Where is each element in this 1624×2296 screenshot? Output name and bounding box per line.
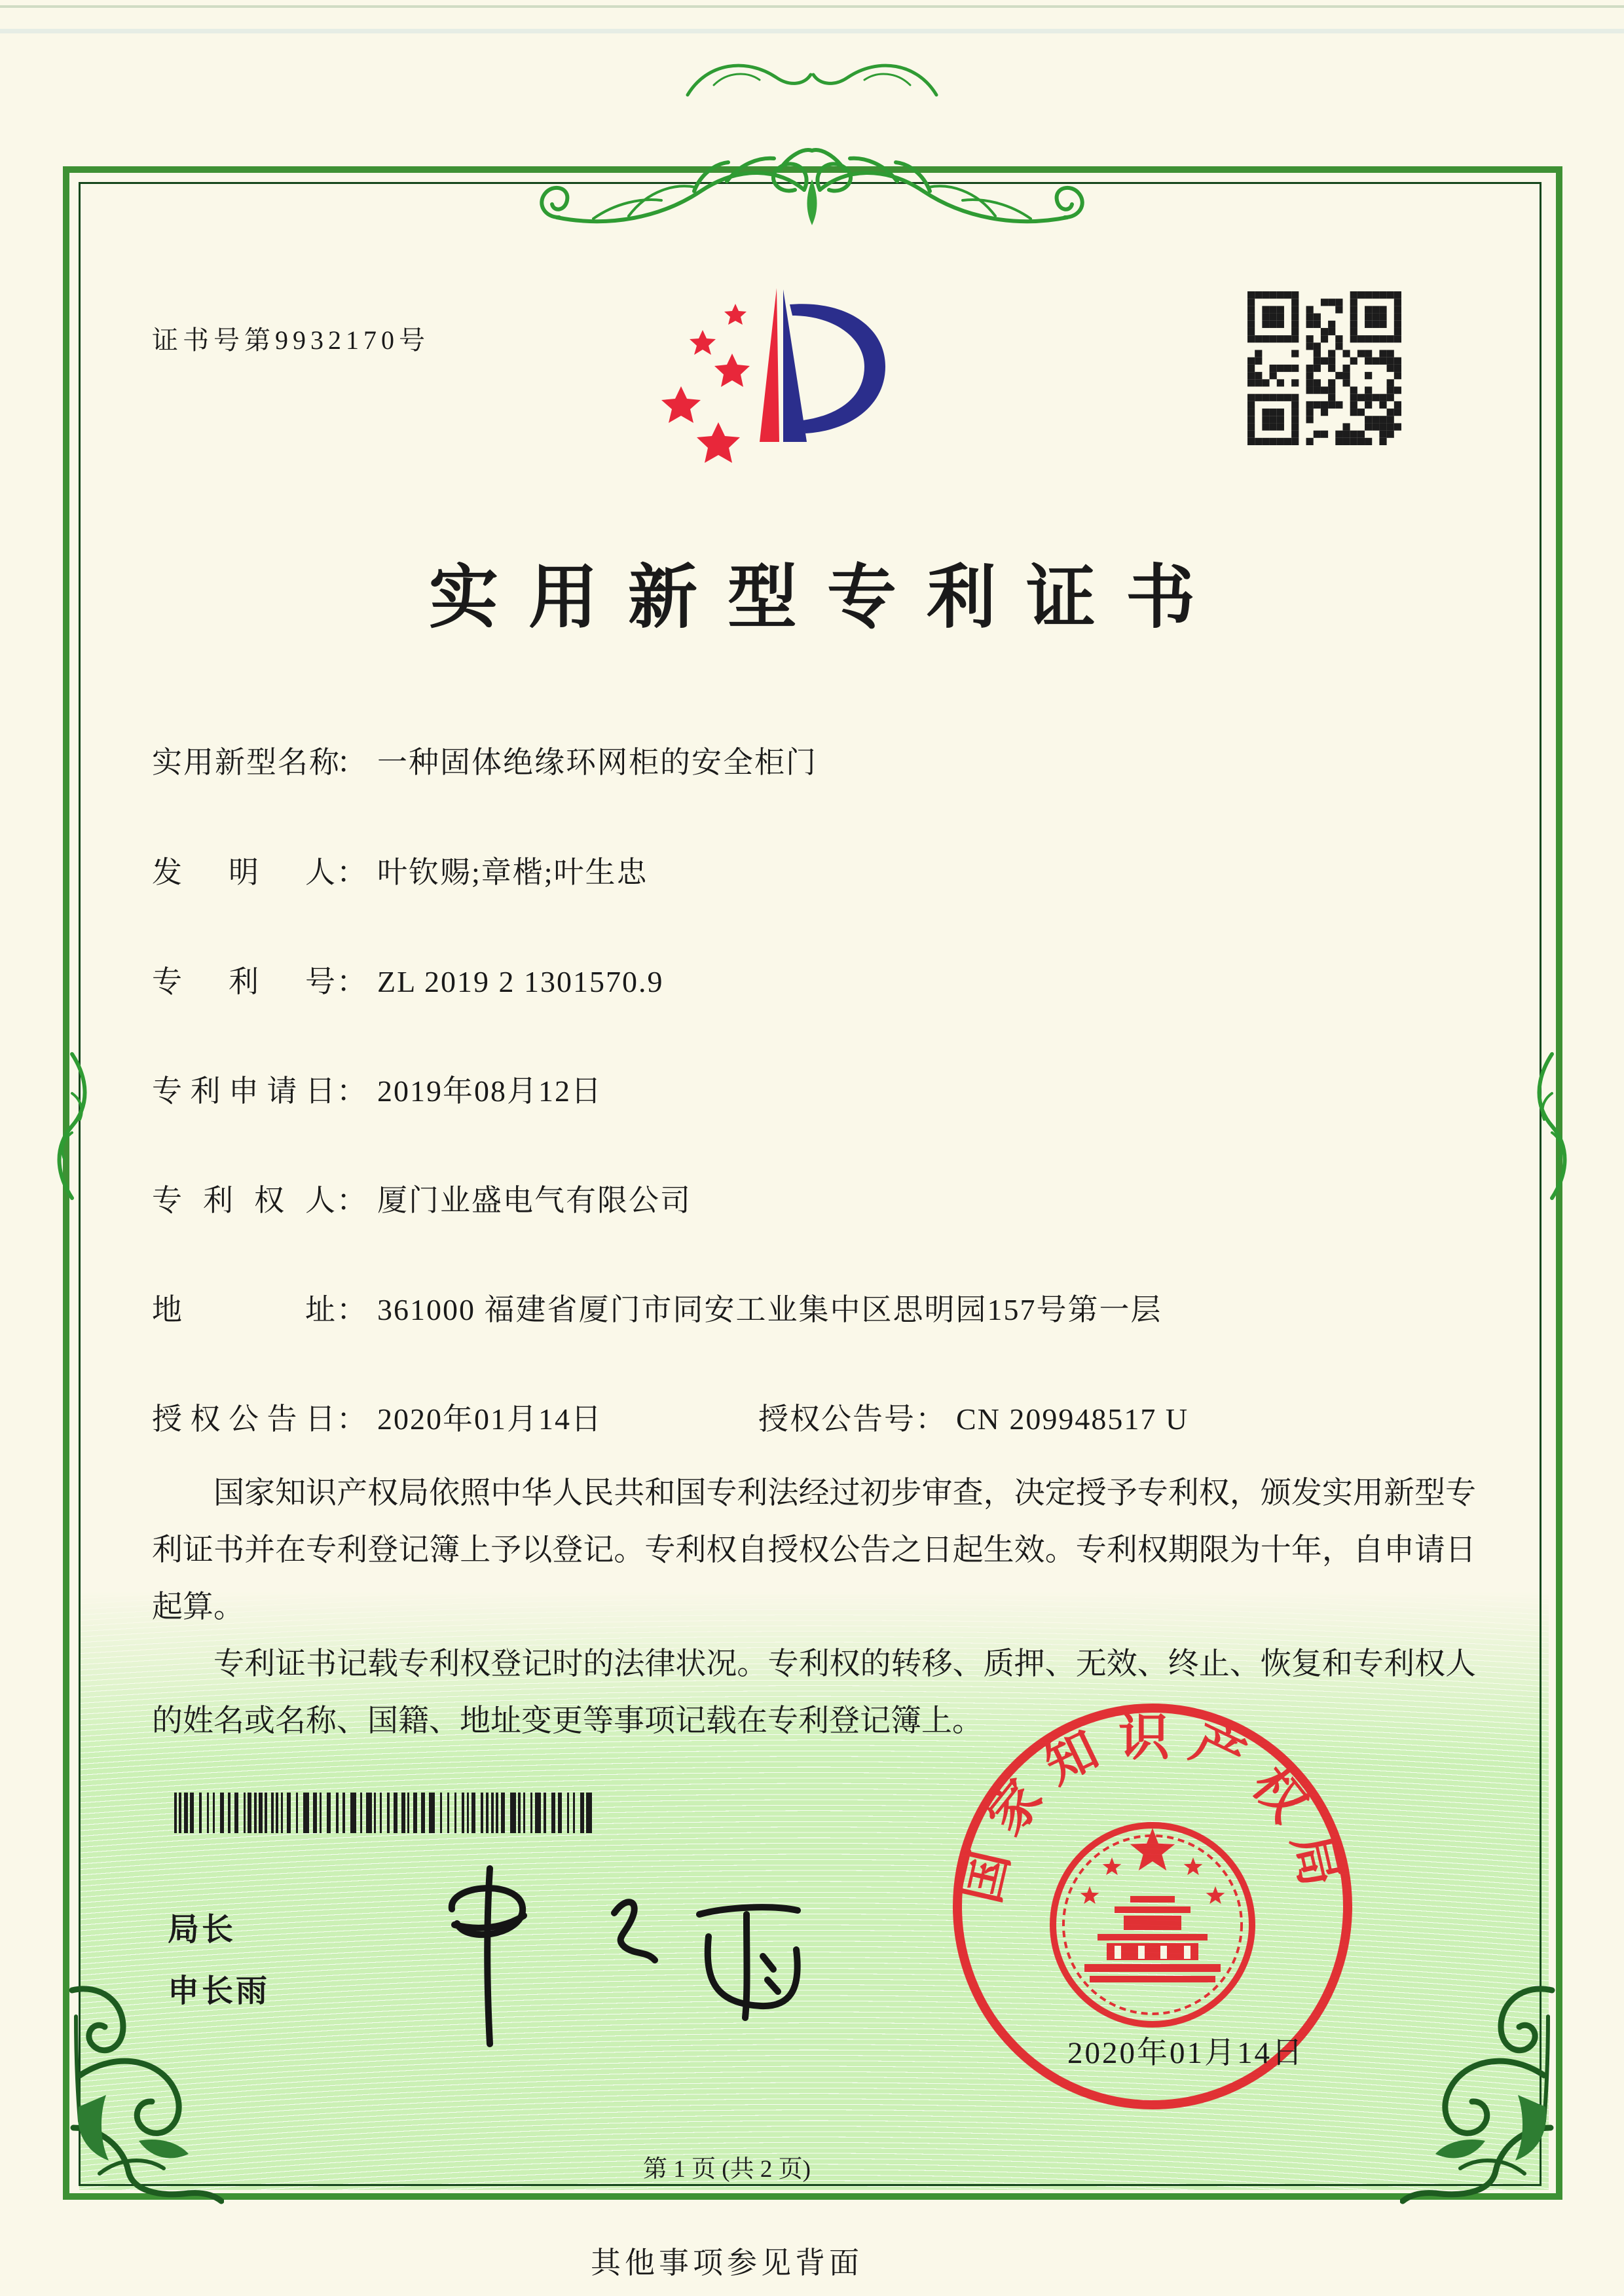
field-row-grant: 授权公告日： 2020年01月14日 授权公告号： CN 209948517 U: [152, 1395, 602, 1438]
legal-paragraph: 专利证书记载专利权登记时的法律状况。专利权的转移、质押、无效、终止、恢复和专利权人的姓名或名称、国籍、地址变更等事项记载在专利登记簿上。: [152, 1647, 1476, 1738]
dragon-pair-ornament: [530, 119, 1094, 234]
top-crest-ornament: [642, 46, 982, 105]
field-value: ZL 2019 2 1301570.9: [377, 965, 664, 998]
legal-paragraphs: [152, 1465, 1476, 1750]
handwritten-signature: [406, 1853, 825, 2049]
grant-date-value: 2020年01月14日: [377, 1402, 602, 1436]
edge-leaf-ornament: [43, 1048, 102, 1205]
logo-blue-bowl: [790, 304, 885, 433]
field-value: 叶钦赐;章楷;叶生忠: [377, 856, 648, 889]
emblem-star: [1080, 1886, 1099, 1904]
field-value: 厦门业盛电气有限公司: [377, 1184, 692, 1217]
corner-flourish: [60, 1977, 224, 2213]
field-label: 授权公告日: [152, 1402, 337, 1436]
scan-edge-line: [0, 5, 1624, 8]
legal-paragraph: 国家知识产权局依照中华人民共和国专利法经过初步审查，决定授予专利权，颁发实用新型专利证书并在专利登记簿上予以登记。专利权自授权公告之日起生效。专利权期限为十年，自申请日起算。: [152, 1476, 1476, 1624]
field-row-address: 地址： 361000 福建省厦门市同安工业集中区思明园157号第一层: [152, 1286, 1162, 1329]
logo-red-spike: [760, 288, 779, 442]
field-label: 发明人: [152, 856, 337, 889]
field-label: 专利申请日: [152, 1074, 337, 1108]
page-info: 第 1 页 (共 2 页): [643, 2156, 811, 2183]
field-value: 361000 福建省厦门市同安工业集中区思明园157号第一层: [377, 1293, 1162, 1326]
logo-stars: [661, 304, 750, 463]
field-label: 专利号: [152, 965, 337, 998]
emblem-star: [1184, 1857, 1203, 1875]
field-label: 专利权人: [152, 1184, 337, 1217]
field-row-patent-number: 专利号： ZL 2019 2 1301570.9: [152, 958, 664, 1001]
emblem-star: [1130, 1828, 1175, 1870]
barcode-icon: [174, 1793, 593, 1833]
cnipa-logo-icon: [655, 275, 897, 471]
certificate-number: 证书号第9932170号: [152, 325, 430, 355]
emblem-star: [1103, 1857, 1122, 1875]
field-row-patentee: 专利权人： 厦门业盛电气有限公司: [152, 1176, 692, 1220]
grant-no-label: 授权公告号: [758, 1402, 915, 1436]
field-label: 实用新型名称: [152, 746, 341, 779]
field-label: 地址: [152, 1293, 337, 1326]
field-value: 2019年08月12日: [377, 1074, 602, 1108]
field-row-filing-date: 专利申请日： 2019年08月12日: [152, 1067, 602, 1110]
field-row-name: 实用新型名称： 一种固体绝缘环网柜的安全柜门: [152, 738, 817, 782]
back-note: 其他事项参见背面: [591, 2246, 863, 2280]
seal-date: 2020年01月14日: [1067, 2036, 1304, 2070]
signer-title: 局长: [168, 1912, 236, 1947]
qr-code-icon: [1247, 291, 1401, 445]
field-row-inventors: 发明人： 叶钦赐;章楷;叶生忠: [152, 848, 648, 892]
seal-ring-text: 国家知识产权局: [952, 1708, 1353, 1908]
national-emblem: [1053, 1825, 1252, 2024]
certificate-title: 实用新型专利证书: [429, 560, 1225, 636]
grant-no-value: CN 209948517 U: [956, 1402, 1189, 1436]
scan-edge-line: [0, 29, 1624, 33]
signer-name: 申长雨: [168, 1974, 270, 2009]
edge-leaf-ornament: [1522, 1048, 1581, 1205]
corner-flourish: [1400, 1977, 1564, 2213]
field-value: 一种固体绝缘环网柜的安全柜门: [377, 746, 817, 779]
emblem-star: [1206, 1886, 1225, 1904]
